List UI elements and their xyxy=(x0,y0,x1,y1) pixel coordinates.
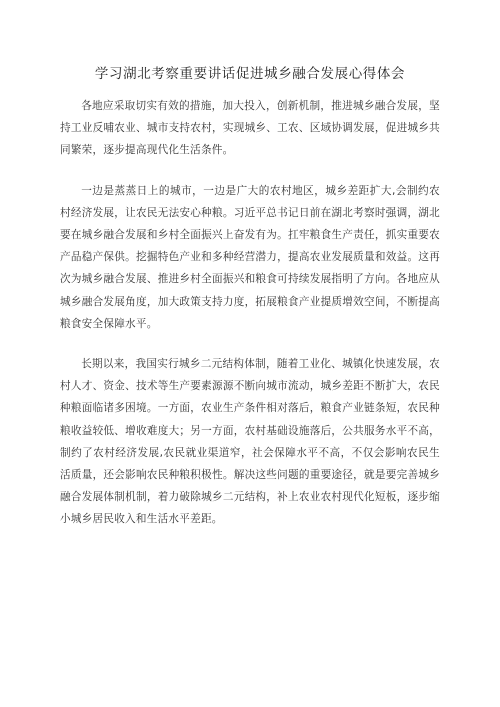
document-body xyxy=(60,95,440,549)
paragraph-1: 各地应采取切实有效的措施，加大投入，创新机制，推进城乡融合发展，坚持工业反哺农业、城市支持农村，实现城乡、工农、区域协调发展，促进城乡共同繁荣，逐步提高现代化生活条件。 xyxy=(60,100,440,157)
paragraph-2: 一边是蒸蒸日上的城市，一边是广大的农村地区，城乡差距扩大,会制约农村经济发展，让农民无法安心种粮。习近平总书记日前在湖北考察时强调，湖北要在城乡融合发展和乡村全面振兴上奋发有为。扛牢粮食生产责任，抓实重要农产品稳产保供。挖掘特色产业和多种经营潜力，提高农业发展质量和效益。这再次为城乡融合发展、推进乡村全面振兴和粮食可持续发展指明了方向。各地应从城乡融合发展角度，加大政策支持力度，拓展粮食产业提质增效空间，不断提高粮食安全保障水平。 xyxy=(60,184,440,330)
paragraph-3: 长期以来，我国实行城乡二元结构体制，随着工业化、城镇化快速发展，农村人才、资金、技术等生产要素源源不断向城市流动，城乡差距不断扩大，农民种粮面临诸多困境。一方面，农业生产条件相对落后，粮食产业链条短，农民种粮收益较低、增收难度大；另一方面，农村基础设施落后，公共服务水平不高，制约了农村经济发展,农民就业渠道窄，社会保障水平不高，不仅会影响农民生活质量，还会影响农民种粮积极性。解决这些问题的重要途径，就是要完善城乡融合发展体制机制，着力破除城乡二元结构，补上农业农村现代化短板，逐步缩小城乡居民收入和生活水平差距。 xyxy=(60,358,440,526)
document-title: 学习湖北考察重要讲话促进城乡融合发展心得体会 xyxy=(94,66,406,82)
